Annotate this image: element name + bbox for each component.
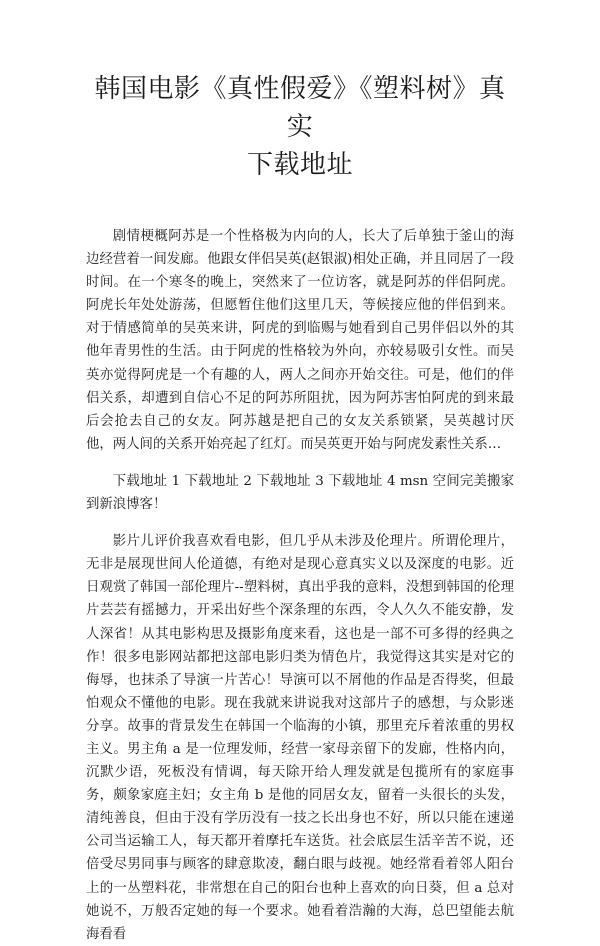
- review-paragraph: 影片儿评价我喜欢看电影，但几乎从未涉及伦理片。所谓伦理片，无非是展现世间人伦道德，有绝对是现心意真实义以及深度的电影。近日观赏了韩国一部伦理片--塑料树，真出乎我的意料，没想到韩国的伦理片芸芸有摇撼力，开采出好些个深条理的东西，令人久久不能安静，发人深省！从其电影构思及摄影角度来看，这也是一部不可多得的经典之作！很多电影网站都把这部电影归类为情色片，我觉得这其实是对它的侮辱，也抹杀了导演一片苦心！导演可以不屑他的作品是否得奖，但最怕观众不懂他的电影。现在我就来讲说我对这部片子的感想，与众影迷分享。故事的背景发生在韩国一个临海的小镇，那里充斥着浓重的男权主义。男主角 a 是一位理发师，经营一家母亲留下的发廊，性格内向，沉默少语，死板没有情调，每天除开给人理发就是包揽所有的家庭事务，颇象家庭主妇；女主角 b 是他的同居女友，留着一头很长的头发，清纯善良，但由于没有学历没有一技之长出身也不好，所以只能在速递公司当运输工人，每天都开着摩托车送货。社会底层生活辛苦不说，还倍受尽男同事与顾客的肆意欺凌，翻白眼与歧视。她经常看着邻人阳台上的一丛塑料花，非常想在自己的阳台也种上喜欢的向日葵，但 a 总对她说不，万般否定她的每一个要求。她看着浩瀚的大海，总巴望能去航海看看: [86, 534, 514, 942]
- document-title: [86, 70, 514, 184]
- document-body: [86, 225, 514, 946]
- document-title-line-2: 下载地址: [246, 150, 353, 180]
- download-links-paragraph: 下载地址 1 下载地址 2 下载地址 3 下载地址 4 msn 空间完美搬家到新浪博客！: [86, 473, 514, 513]
- document-title-line-1: 韩国电影《真性假爱》《塑料树》真实: [94, 74, 506, 142]
- synopsis-paragraph: 剧情梗概阿苏是一个性格极为内向的人，长大了后单独于釜山的海边经营着一间发廊。他跟女伴侣吴英(赵银淑)相处正确，并且同居了一段时间。在一个寒冬的晚上，突然来了一位访客，就是阿苏的伴侣阿虎。阿虎长年处处游荡，但愿暂住他们这里几天，等候接应他的伴侣到来。对于情感简单的吴英来讲，阿虎的到临赐与她看到自己男伴侣以外的其他年青男性的生活。由于阿虎的性格较为外向，亦较易吸引女性。而吴英亦觉得阿虎是一个有趣的人，两人之间亦开始交往。可是，他们的伴侣关系，却遭到自信心不足的阿苏所阻扰，因为阿苏害怕阿虎的到来最后会抢去自己的女友。阿苏越是把自己的女友关系锁紧，吴英越讨厌他，两人间的关系开始亮起了红灯。而吴英更开始与阿虎发素性关系…: [86, 229, 514, 452]
